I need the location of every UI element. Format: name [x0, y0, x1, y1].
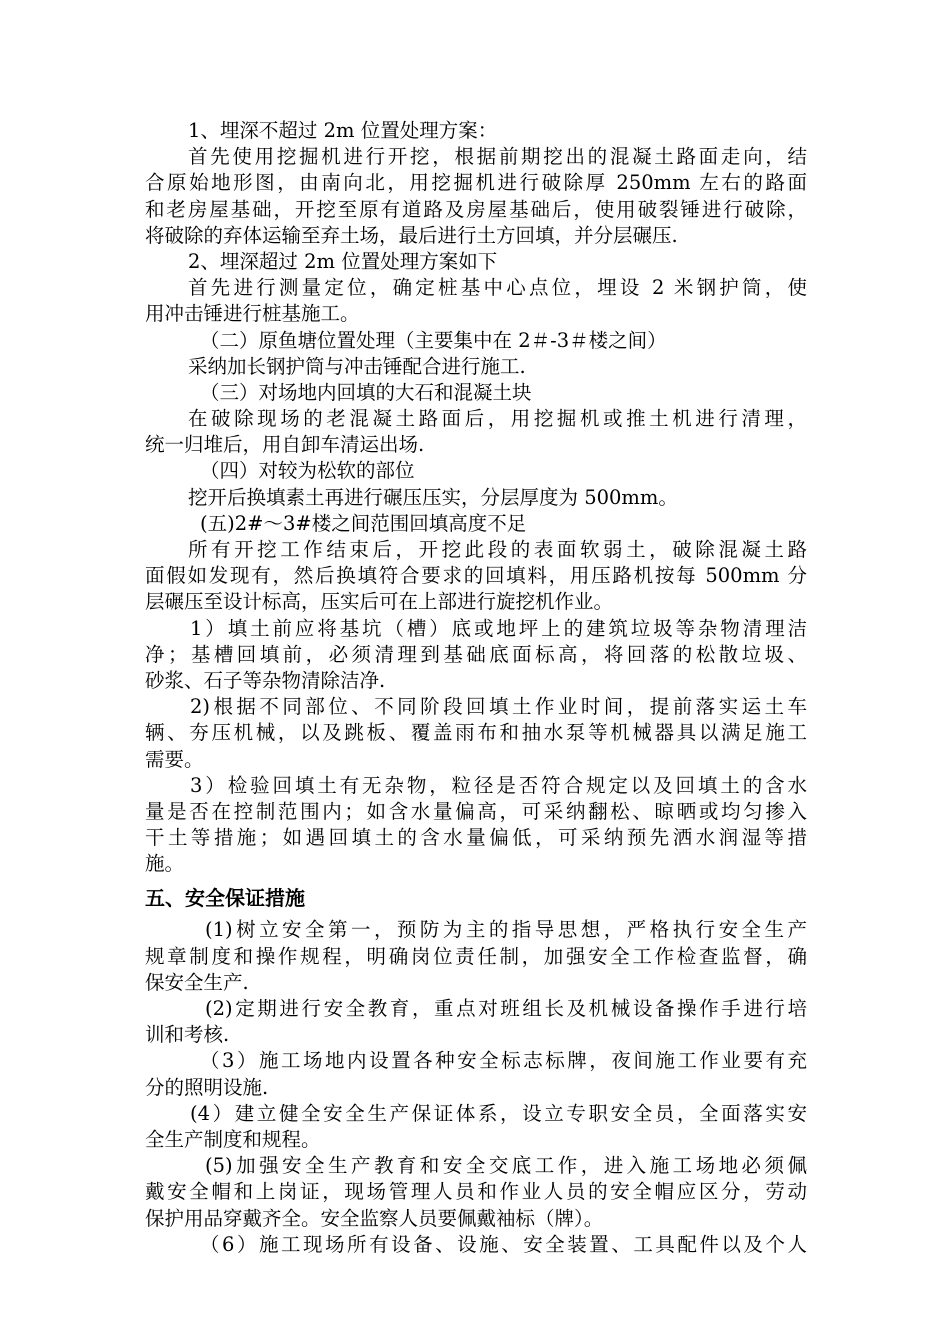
section-heading: 五、安全保证措施 — [145, 886, 305, 911]
paragraph-line: (五)2#～3#楼之间范围回填高度不足 — [200, 511, 527, 535]
paragraph-line: 统一归堆后，用自卸车清运出场. — [145, 433, 425, 457]
paragraph-line: （四）对较为松软的部位 — [200, 459, 415, 483]
paragraph-line: 全生产制度和规程。 — [145, 1127, 321, 1151]
paragraph-line: (5)加强安全生产教育和安全交底工作，进入施工场地必须佩 — [205, 1154, 807, 1178]
paragraph-line: 合原始地形图，由南向北，用挖掘机进行破除厚 250mm 左右的路面 — [145, 171, 807, 195]
paragraph-line: 规章制度和操作规程，明确岗位责任制，加强安全工作检查监督，确 — [145, 944, 807, 968]
paragraph-line: 3）检验回填土有无杂物，粒径是否符合规定以及回填土的含水 — [190, 773, 807, 797]
paragraph-line: 用冲击锤进行桩基施工。 — [145, 302, 360, 326]
paragraph-line: （三）对场地内回填的大石和混凝土块 — [200, 380, 532, 404]
paragraph-line: 所有开挖工作结束后，开挖此段的表面软弱土，破除混凝土路 — [188, 538, 807, 561]
paragraph-line: 首先使用挖掘机进行开挖，根据前期挖出的混凝土路面走向，结 — [188, 145, 807, 169]
paragraph-line: 层碾压至设计标高，压实后可在上部进行旋挖机作业。 — [145, 590, 614, 614]
paragraph-line: （3）施工场地内设置各种安全标志标牌，夜间施工作业要有充 — [200, 1049, 807, 1073]
paragraph-line: 训和考核. — [145, 1023, 230, 1047]
paragraph-line: 挖开后换填素土再进行碾压压实，分层厚度为 500mm。 — [188, 485, 678, 509]
paragraph-line: (2)定期进行安全教育，重点对班组长及机械设备操作手进行培 — [205, 997, 807, 1020]
paragraph-line: 净；基槽回填前，必须清理到基础底面标高，将回落的松散垃圾、 — [145, 642, 807, 666]
paragraph-line: 首先进行测量定位，确定桩基中心点位，埋设 2 米钢护筒，使 — [188, 276, 807, 300]
paragraph-line: 干土等措施；如遇回填土的含水量偏低，可采纳预先洒水润湿等措 — [145, 826, 807, 850]
paragraph-line: 将破除的弃体运输至弃土场，最后进行土方回填，并分层碾压. — [145, 223, 678, 247]
paragraph-line: 保安全生产. — [145, 970, 249, 994]
document-body — [145, 118, 807, 1258]
paragraph-line: 面假如发现有，然后换填符合要求的回填料，用压路机按每 500mm 分 — [145, 564, 807, 588]
paragraph-line: 保护用品穿戴齐全。安全监察人员要佩戴袖标（牌）。 — [145, 1206, 604, 1230]
paragraph-line: 戴安全帽和上岗证，现场管理人员和作业人员的安全帽应区分，劳动 — [145, 1180, 807, 1204]
paragraph-line: 1、埋深不超过 2m 位置处理方案： — [188, 119, 498, 142]
paragraph-line: （二）原鱼塘位置处理（主要集中在 2＃-3＃楼之间） — [200, 328, 667, 352]
paragraph-line: 在破除现场的老混凝土路面后，用挖掘机或推土机进行清理， — [188, 407, 807, 431]
paragraph-line: 1）填土前应将基坑（槽）底或地坪上的建筑垃圾等杂物清理洁 — [190, 616, 807, 640]
paragraph-line: 和老房屋基础，开挖至原有道路及房屋基础后，使用破裂锤进行破除， — [145, 197, 807, 221]
paragraph-line: 2)根据不同部位、不同阶段回填土作业时间，提前落实运土车 — [190, 695, 807, 719]
paragraph-line: 辆、夯压机械，以及跳板、覆盖雨布和抽水泵等机械器具以满足施工 — [145, 721, 807, 745]
paragraph-line: 2、埋深超过 2m 位置处理方案如下 — [188, 249, 498, 273]
paragraph-line: (1)树立安全第一，预防为主的指导思想，严格执行安全生产 — [205, 918, 807, 942]
paragraph-line: (4）建立健全安全生产保证体系，设立专职安全员，全面落实安 — [190, 1101, 807, 1125]
paragraph-line: 采纳加长钢护筒与冲击锤配合进行施工. — [188, 354, 526, 378]
paragraph-line: 量是否在控制范围内；如含水量偏高，可采纳翻松、晾晒或均匀掺入 — [145, 799, 807, 823]
paragraph-line: （6）施工现场所有设备、设施、安全装置、工具配件以及个人 — [200, 1232, 807, 1256]
paragraph-line: 需要。 — [145, 747, 204, 771]
paragraph-line: 分的照明设施. — [145, 1075, 269, 1099]
paragraph-line: 施。 — [145, 852, 185, 876]
paragraph-line: 砂浆、石子等杂物清除洁净. — [145, 668, 386, 692]
